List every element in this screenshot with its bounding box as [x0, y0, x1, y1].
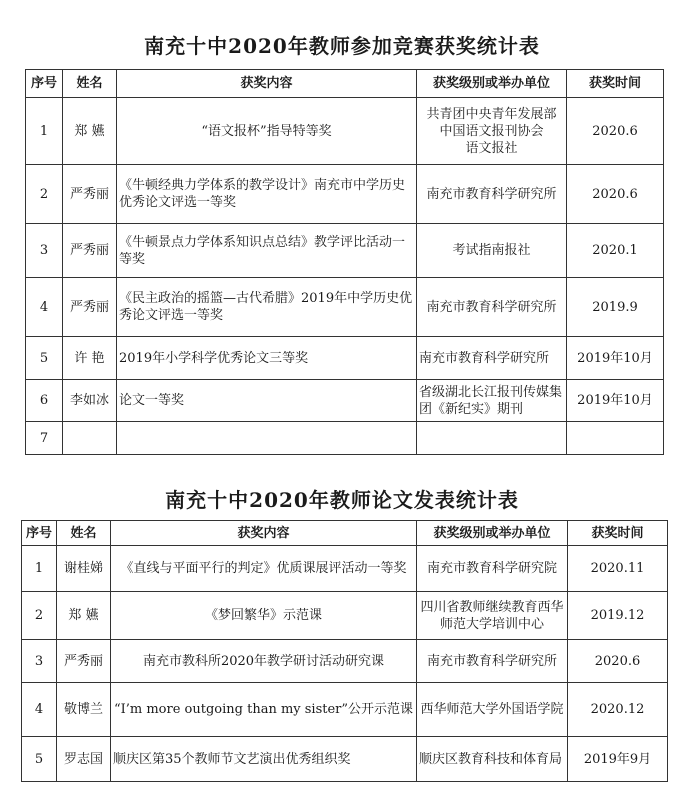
table-row — [26, 98, 664, 165]
cell-time: 2019年10月 — [567, 380, 664, 422]
cell-time: 2019.9 — [567, 278, 664, 337]
table-row — [22, 737, 668, 782]
cell-name: 罗志国 — [57, 737, 111, 782]
cell-time — [567, 422, 664, 455]
table-row — [26, 380, 664, 422]
cell-time: 2019.12 — [568, 592, 668, 640]
cell-content: 论文一等奖 — [117, 380, 417, 422]
cell-time: 2019年9月 — [568, 737, 668, 782]
cell-index: 4 — [26, 278, 63, 337]
col-header-content: 获奖内容 — [111, 521, 417, 546]
table2-title: 南充十中2020年教师论文发表统计表 — [165, 488, 519, 512]
cell-index: 5 — [26, 337, 63, 380]
cell-name: 敬博兰 — [57, 683, 111, 737]
col-header-unit: 获奖级别或举办单位 — [417, 70, 567, 98]
col-header-time: 获奖时间 — [567, 70, 664, 98]
table1-title: 南充十中2020年教师参加竞赛获奖统计表 — [144, 34, 540, 58]
cell-time: 2020.11 — [568, 546, 668, 592]
col-header-name: 姓名 — [63, 70, 117, 98]
cell-unit: 南充市教育科学研究院 — [417, 546, 568, 592]
table-header-row — [26, 70, 664, 98]
cell-index: 3 — [22, 640, 57, 683]
table-row — [26, 165, 664, 224]
cell-content: “I’m more outgoing than my sister”公开示范课 — [111, 683, 417, 737]
cell-name — [63, 422, 117, 455]
table-row — [22, 640, 668, 683]
table-row — [26, 278, 664, 337]
cell-index: 2 — [26, 165, 63, 224]
cell-unit: 南充市教育科学研究所 — [417, 165, 567, 224]
cell-name: 严秀丽 — [57, 640, 111, 683]
cell-index: 4 — [22, 683, 57, 737]
awards-table — [25, 69, 664, 455]
cell-index: 2 — [22, 592, 57, 640]
cell-content: 《民主政治的摇篮—古代希腊》2019年中学历史优秀论文评选一等奖 — [117, 278, 417, 337]
cell-content: 《牛顿经典力学体系的教学设计》南充市中学历史优秀论文评选一等奖 — [117, 165, 417, 224]
table-header-row — [22, 521, 668, 546]
cell-name: 严秀丽 — [63, 278, 117, 337]
papers-table — [21, 520, 668, 782]
cell-time: 2020.6 — [567, 165, 664, 224]
col-header-index: 序号 — [26, 70, 63, 98]
cell-time: 2019年10月 — [567, 337, 664, 380]
cell-unit: 四川省教师继续教育西华师范大学培训中心 — [417, 592, 568, 640]
cell-unit: 南充市教育科学研究所 — [417, 337, 567, 380]
cell-unit: 顺庆区教育科技和体育局 — [417, 737, 568, 782]
cell-index: 7 — [26, 422, 63, 455]
cell-index: 1 — [22, 546, 57, 592]
col-header-index: 序号 — [22, 521, 57, 546]
table-row — [26, 224, 664, 278]
cell-name: 许 艳 — [63, 337, 117, 380]
cell-content: 2019年小学科学优秀论文三等奖 — [117, 337, 417, 380]
cell-unit — [417, 422, 567, 455]
cell-time: 2020.12 — [568, 683, 668, 737]
cell-time: 2020.6 — [568, 640, 668, 683]
cell-content: 顺庆区第35个教师节文艺演出优秀组织奖 — [111, 737, 417, 782]
cell-index: 1 — [26, 98, 63, 165]
cell-content: 《梦回繁华》示范课 — [111, 592, 417, 640]
cell-time: 2020.1 — [567, 224, 664, 278]
cell-index: 5 — [22, 737, 57, 782]
cell-content: “语文报杯”指导特等奖 — [117, 98, 417, 165]
cell-content — [117, 422, 417, 455]
cell-unit: 考试指南报社 — [417, 224, 567, 278]
cell-name: 谢桂娣 — [57, 546, 111, 592]
table-row — [26, 422, 664, 455]
table-row — [22, 683, 668, 737]
cell-unit: 南充市教育科学研究所 — [417, 278, 567, 337]
cell-index: 6 — [26, 380, 63, 422]
col-header-time: 获奖时间 — [568, 521, 668, 546]
table-row — [22, 592, 668, 640]
cell-name: 严秀丽 — [63, 224, 117, 278]
cell-content: 《牛顿景点力学体系知识点总结》教学评比活动一等奖 — [117, 224, 417, 278]
cell-name: 郑 嬿 — [57, 592, 111, 640]
cell-name: 李如冰 — [63, 380, 117, 422]
cell-name: 郑 嬿 — [63, 98, 117, 165]
cell-unit: 西华师范大学外国语学院 — [417, 683, 568, 737]
cell-index: 3 — [26, 224, 63, 278]
cell-content: 南充市教科所2020年教学研讨活动研究课 — [111, 640, 417, 683]
col-header-unit: 获奖级别或举办单位 — [417, 521, 568, 546]
col-header-name: 姓名 — [57, 521, 111, 546]
cell-name: 严秀丽 — [63, 165, 117, 224]
cell-unit: 省级湖北长江报刊传媒集团《新纪实》期刊 — [417, 380, 567, 422]
cell-unit: 共青团中央青年发展部 中国语文报刊协会 语文报社 — [417, 98, 567, 165]
cell-unit: 南充市教育科学研究所 — [417, 640, 568, 683]
cell-content: 《直线与平面平行的判定》优质课展评活动一等奖 — [111, 546, 417, 592]
col-header-content: 获奖内容 — [117, 70, 417, 98]
table-row — [26, 337, 664, 380]
table-row — [22, 546, 668, 592]
cell-time: 2020.6 — [567, 98, 664, 165]
